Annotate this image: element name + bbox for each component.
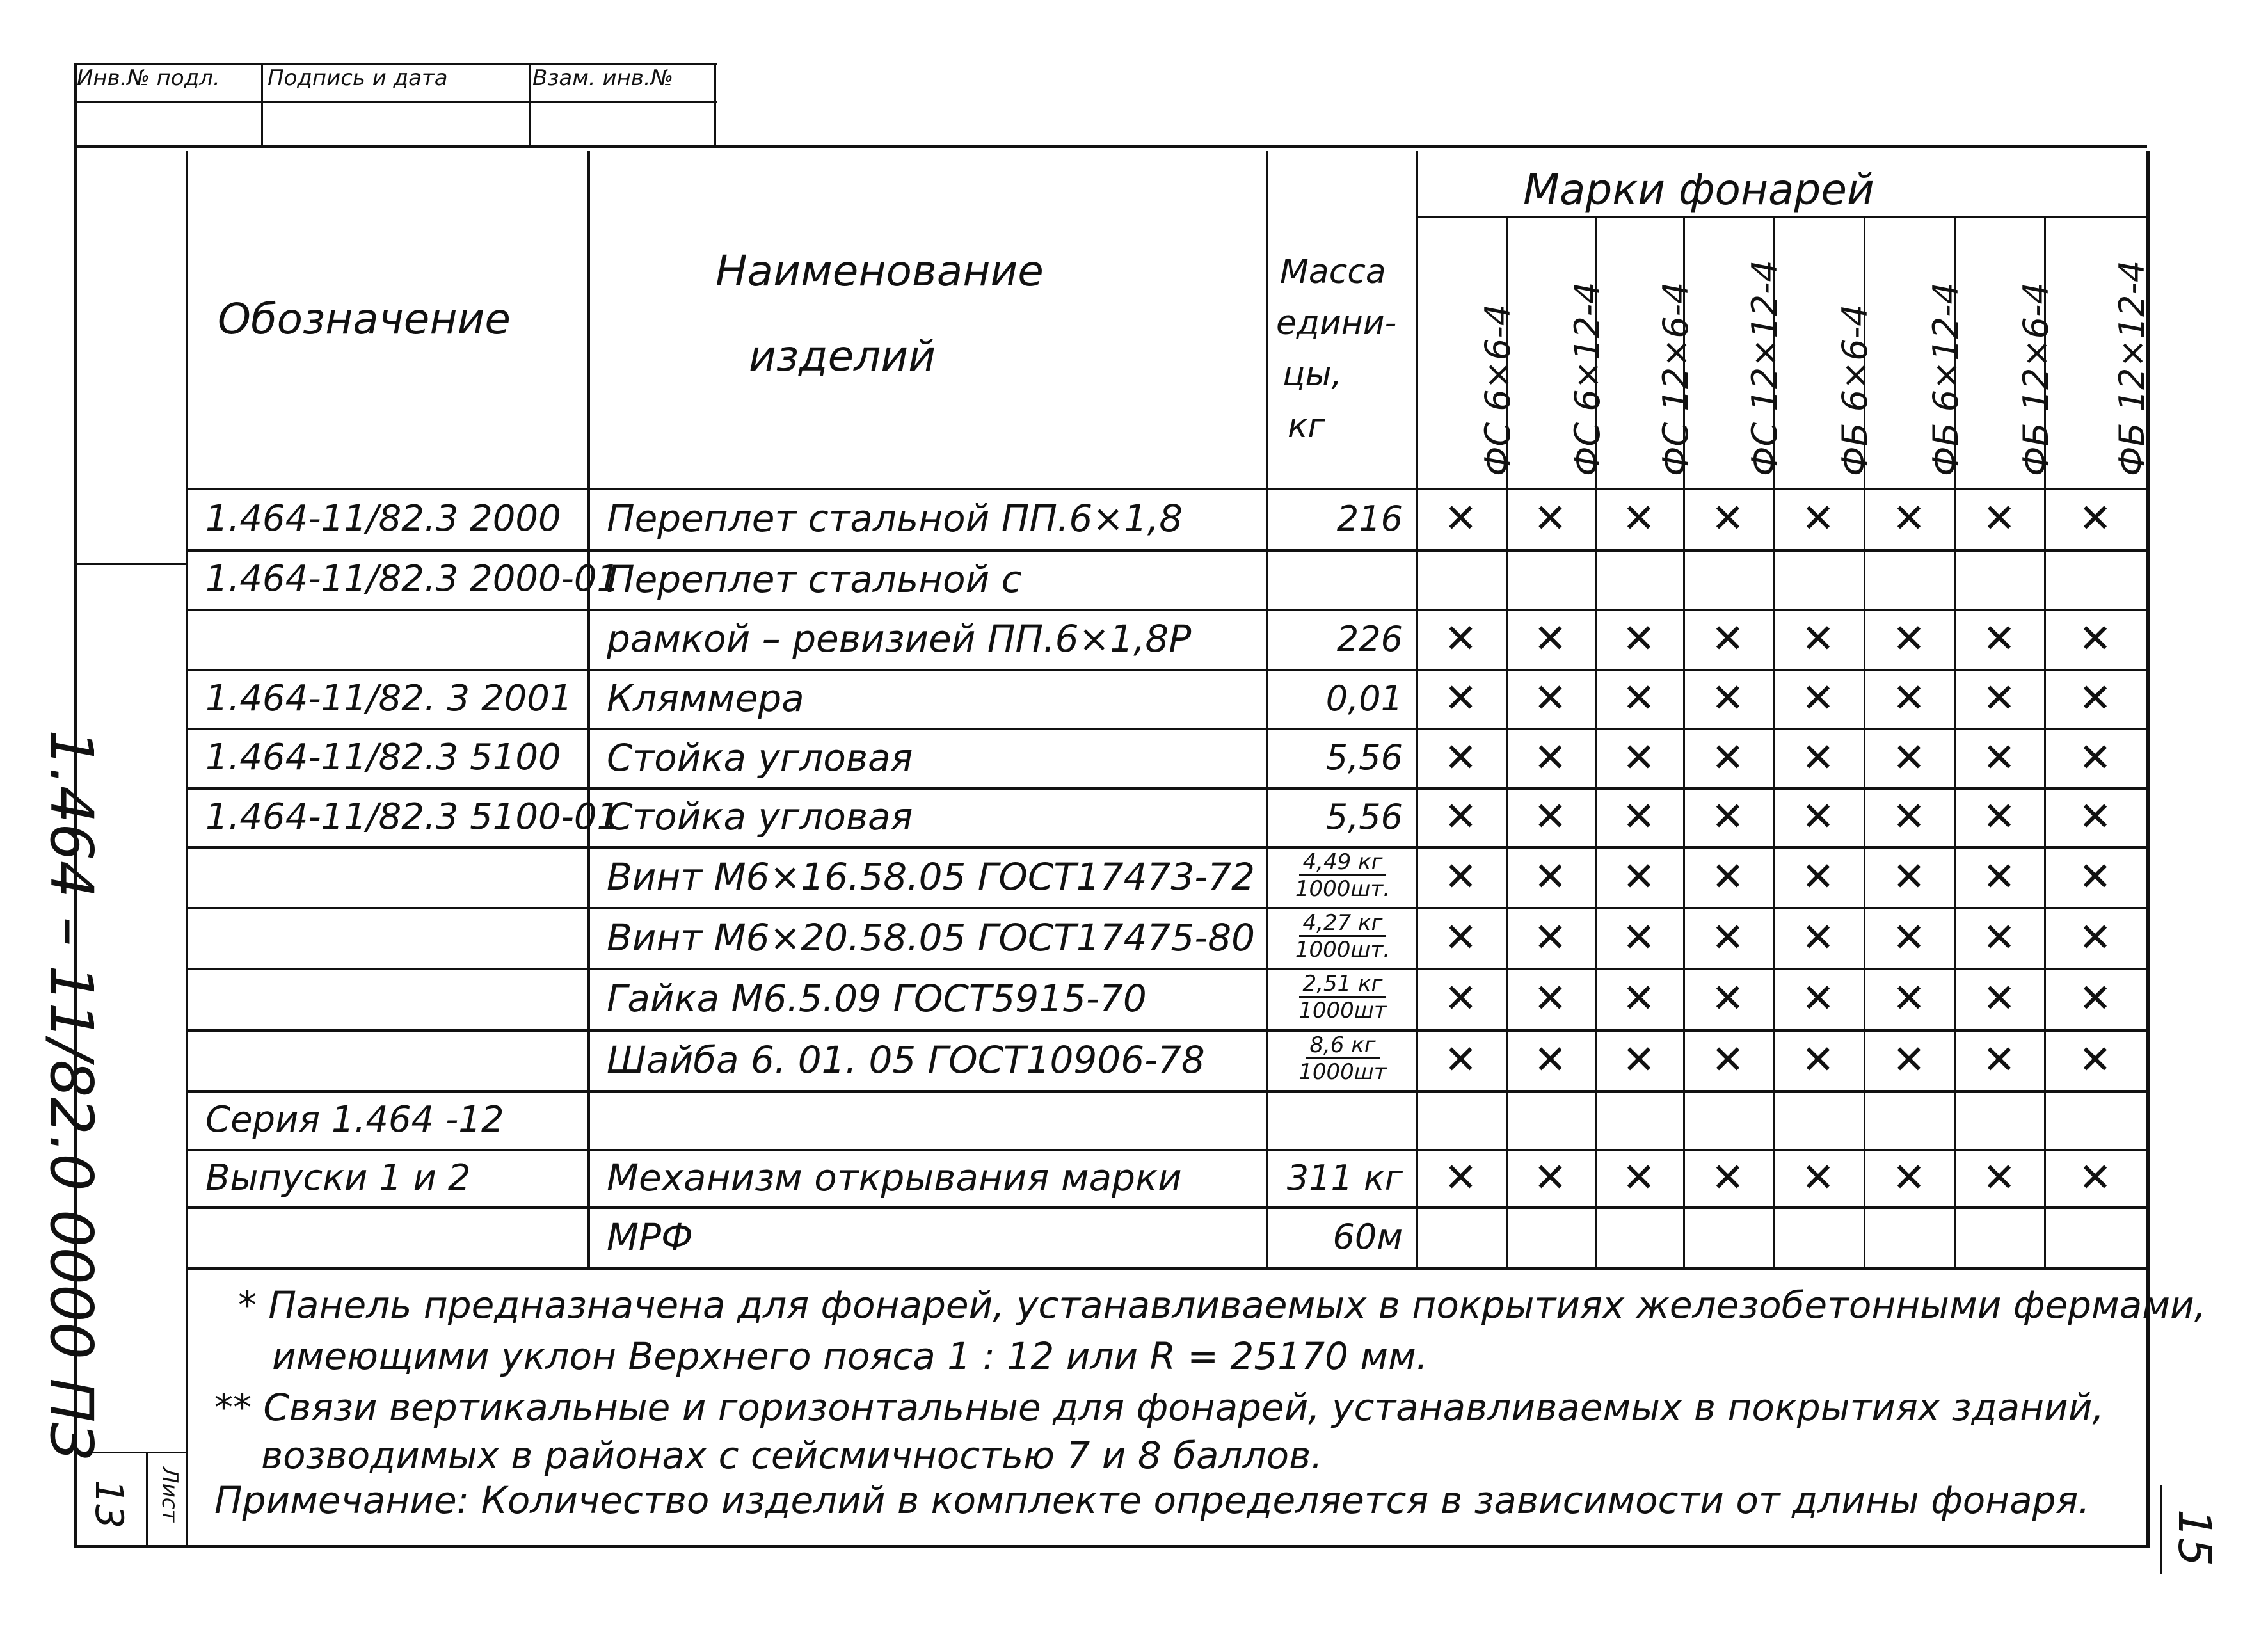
cross-mark: ✕ bbox=[1801, 975, 1835, 1021]
cross-mark: ✕ bbox=[2079, 853, 2112, 900]
mark-header: ФС 12×12-4 bbox=[1745, 260, 1785, 476]
cross-mark: ✕ bbox=[1983, 1154, 2016, 1201]
frame-top-line bbox=[74, 145, 2147, 148]
cross-mark: ✕ bbox=[1801, 793, 1835, 840]
stamp-divider-1 bbox=[261, 63, 263, 146]
header-name-line1: Наименование bbox=[715, 246, 1044, 296]
cross-mark: ✕ bbox=[1622, 615, 1656, 662]
table-row-line bbox=[188, 1206, 2146, 1209]
cross-mark: ✕ bbox=[1444, 675, 1478, 721]
row-name: Шайба 6. 01. 05 ГОСТ10906-78 bbox=[607, 1037, 1205, 1082]
row-name: Механизм открывания марки bbox=[607, 1156, 1182, 1199]
cross-mark: ✕ bbox=[1444, 1154, 1478, 1201]
cross-mark: ✕ bbox=[1983, 1036, 2016, 1083]
row-name: Переплет стальной ПП.6×1,8 bbox=[607, 497, 1183, 540]
cross-mark: ✕ bbox=[1711, 793, 1745, 840]
cross-mark: ✕ bbox=[1533, 495, 1567, 541]
cross-mark: ✕ bbox=[1801, 495, 1835, 541]
cross-mark: ✕ bbox=[1892, 1154, 1926, 1201]
header-mass-line4: кг bbox=[1288, 407, 1325, 445]
row-designation: Серия 1.464 -12 bbox=[205, 1098, 504, 1141]
cross-mark: ✕ bbox=[1533, 675, 1567, 721]
stamp-mid-line bbox=[74, 101, 717, 103]
cross-mark: ✕ bbox=[1533, 913, 1567, 961]
cross-mark: ✕ bbox=[2079, 1154, 2112, 1201]
stamp-top-line bbox=[74, 63, 717, 65]
cross-mark: ✕ bbox=[1622, 913, 1656, 961]
stamp-signature-date: Подпись и дата bbox=[268, 65, 448, 91]
note-2-line2: возводимых в районах с сейсмичностью 7 и 8 баллов. bbox=[261, 1434, 1323, 1477]
cross-mark: ✕ bbox=[1983, 495, 2016, 541]
cross-mark: ✕ bbox=[1444, 495, 1478, 541]
mark-header: ФС 12×6-4 bbox=[1656, 282, 1696, 476]
row-name: Переплет стальной с bbox=[607, 557, 1022, 601]
header-mass-line2: едини- bbox=[1276, 304, 1397, 342]
cross-mark: ✕ bbox=[1801, 615, 1835, 662]
mass-per-unit: 4,49 кг bbox=[1299, 850, 1387, 876]
cross-mark: ✕ bbox=[2079, 733, 2112, 781]
row-mass: 0,01 bbox=[1325, 678, 1403, 719]
mark-header: ФБ 12×6-4 bbox=[2016, 282, 2056, 476]
cross-mark: ✕ bbox=[1711, 1036, 1745, 1083]
page-number: 15 bbox=[2168, 1509, 2221, 1567]
mark-header: ФБ 6×6-4 bbox=[1835, 304, 1875, 476]
row-name: Стойка угловая bbox=[607, 795, 913, 838]
header-marks-group: Марки фонарей bbox=[1523, 165, 1874, 214]
row-name: Гайка М6.5.09 ГОСТ5915-70 bbox=[607, 977, 1147, 1020]
row-mass-fraction bbox=[1277, 850, 1408, 902]
cross-mark: ✕ bbox=[1892, 675, 1926, 721]
note-1-line1: * Панель предназначена для фонарей, устанавливаемых в покрытиях железобетонными фермами, bbox=[238, 1283, 2207, 1327]
cross-mark: ✕ bbox=[1622, 675, 1656, 721]
row-mass: 311 кг bbox=[1286, 1157, 1403, 1198]
mass-per-unit: 4,27 кг bbox=[1299, 911, 1387, 937]
row-name: рамкой – ревизией ПП.6×1,8Р bbox=[607, 617, 1192, 660]
cross-mark: ✕ bbox=[1711, 853, 1745, 900]
mass-unit-count: 1000шт bbox=[1298, 1059, 1387, 1085]
side-sheet-label: Лист bbox=[157, 1467, 182, 1523]
row-designation: 1.464-11/82. 3 2001 bbox=[205, 677, 573, 719]
row-mass: 226 bbox=[1336, 618, 1403, 659]
cross-mark: ✕ bbox=[1801, 853, 1835, 900]
mass-unit-count: 1000шт bbox=[1298, 998, 1387, 1023]
mass-per-unit: 8,6 кг bbox=[1306, 1033, 1379, 1059]
cross-mark: ✕ bbox=[1711, 733, 1745, 781]
cross-mark: ✕ bbox=[1533, 1036, 1567, 1083]
cross-mark: ✕ bbox=[2079, 675, 2112, 721]
cross-mark: ✕ bbox=[1444, 1036, 1478, 1083]
mass-per-unit: 2,51 кг bbox=[1299, 972, 1387, 998]
cross-mark: ✕ bbox=[1892, 853, 1926, 900]
cross-mark: ✕ bbox=[1622, 1036, 1656, 1083]
cross-mark: ✕ bbox=[1801, 675, 1835, 721]
cross-mark: ✕ bbox=[1983, 975, 2016, 1021]
cross-mark: ✕ bbox=[1892, 1036, 1926, 1083]
cross-mark: ✕ bbox=[1622, 793, 1656, 840]
row-mass-fraction bbox=[1277, 911, 1408, 963]
cross-mark: ✕ bbox=[2079, 793, 2112, 840]
page-number-tick bbox=[2160, 1485, 2162, 1574]
note-3: Примечание: Количество изделий в комплекте определяется в зависимости от длины фонаря. bbox=[214, 1478, 2090, 1522]
cross-mark: ✕ bbox=[1711, 615, 1745, 662]
cross-mark: ✕ bbox=[1444, 733, 1478, 781]
cross-mark: ✕ bbox=[1983, 615, 2016, 662]
cross-mark: ✕ bbox=[1983, 853, 2016, 900]
row-designation: 1.464-11/82.3 5100-01 bbox=[205, 796, 620, 838]
cross-mark: ✕ bbox=[1533, 853, 1567, 900]
mark-header: ФБ 6×12-4 bbox=[1926, 282, 1966, 476]
header-mass-line1: Масса bbox=[1280, 253, 1386, 291]
row-designation: Выпуски 1 и 2 bbox=[205, 1157, 471, 1199]
row-name: Кляммера bbox=[607, 676, 804, 720]
cross-mark: ✕ bbox=[1533, 793, 1567, 840]
row-designation: 1.464-11/82.3 5100 bbox=[205, 737, 561, 778]
mark-header: ФБ 12×12-4 bbox=[2112, 260, 2152, 476]
cross-mark: ✕ bbox=[2079, 495, 2112, 541]
cross-mark: ✕ bbox=[1533, 975, 1567, 1021]
row-mass: 216 bbox=[1336, 498, 1403, 539]
cross-mark: ✕ bbox=[2079, 975, 2112, 1021]
mass-unit-count: 1000шт. bbox=[1295, 937, 1391, 963]
row-designation: 1.464-11/82.3 2000 bbox=[205, 497, 561, 540]
cross-mark: ✕ bbox=[1801, 1154, 1835, 1201]
mark-header: ФС 6×12-4 bbox=[1567, 282, 1608, 476]
row-mass-fraction bbox=[1277, 1033, 1408, 1085]
cross-mark: ✕ bbox=[1711, 495, 1745, 541]
side-divider bbox=[76, 563, 188, 565]
table-column-line bbox=[587, 151, 590, 1267]
cross-mark: ✕ bbox=[1533, 733, 1567, 781]
cross-mark: ✕ bbox=[1533, 1154, 1567, 1201]
row-name: Стойка угловая bbox=[607, 735, 913, 780]
cross-mark: ✕ bbox=[1983, 733, 2016, 781]
cross-mark: ✕ bbox=[1622, 975, 1656, 1021]
header-name-line2: изделий bbox=[749, 332, 936, 381]
row-name: Винт М6×20.58.05 ГОСТ17475-80 bbox=[607, 915, 1256, 959]
note-1-line2: имеющими уклон Верхнего пояса 1 : 12 или R = 25170 мм. bbox=[272, 1334, 1428, 1378]
mark-header: ФС 6×6-4 bbox=[1477, 303, 1518, 476]
cross-mark: ✕ bbox=[1533, 615, 1567, 662]
cross-mark: ✕ bbox=[1983, 675, 2016, 721]
stamp-divider-2 bbox=[529, 63, 531, 146]
row-name: МРФ bbox=[607, 1215, 693, 1259]
cross-mark: ✕ bbox=[2079, 913, 2112, 961]
cross-mark: ✕ bbox=[1444, 853, 1478, 900]
row-mass-fraction bbox=[1277, 972, 1408, 1023]
cross-mark: ✕ bbox=[1892, 615, 1926, 662]
cross-mark: ✕ bbox=[1983, 913, 2016, 961]
side-column-line bbox=[186, 151, 188, 1546]
cross-mark: ✕ bbox=[1892, 495, 1926, 541]
stamp-inv-no: Инв.№ подл. bbox=[77, 65, 220, 91]
cross-mark: ✕ bbox=[1801, 913, 1835, 961]
cross-mark: ✕ bbox=[1801, 1036, 1835, 1083]
cross-mark: ✕ bbox=[1892, 913, 1926, 961]
cross-mark: ✕ bbox=[1892, 975, 1926, 1021]
side-sheet-number: 13 bbox=[86, 1480, 131, 1529]
cross-mark: ✕ bbox=[1622, 853, 1656, 900]
row-designation: 1.464-11/82.3 2000-01 bbox=[205, 558, 620, 600]
cross-mark: ✕ bbox=[1801, 733, 1835, 781]
cross-mark: ✕ bbox=[1711, 975, 1745, 1021]
header-mass-line3: цы, bbox=[1282, 355, 1342, 394]
cross-mark: ✕ bbox=[1983, 793, 2016, 840]
note-2-line1: ** Связи вертикальные и горизонтальные для фонарей, устанавливаемых в покрытиях зданий, bbox=[214, 1386, 2104, 1429]
cross-mark: ✕ bbox=[1444, 793, 1478, 840]
table-row-line bbox=[188, 1267, 2146, 1270]
row-mass: 60м bbox=[1332, 1217, 1403, 1257]
marks-subheader-line bbox=[1416, 216, 2146, 218]
cross-mark: ✕ bbox=[1444, 975, 1478, 1021]
row-name: Винт М6×16.58.05 ГОСТ17473-72 bbox=[607, 854, 1256, 899]
cross-mark: ✕ bbox=[1622, 733, 1656, 781]
cross-mark: ✕ bbox=[1622, 1154, 1656, 1201]
cross-mark: ✕ bbox=[1444, 615, 1478, 662]
side-sheet-divider bbox=[146, 1452, 148, 1546]
header-designation: Обозначение bbox=[218, 294, 511, 344]
side-doc-code: 1.464 – 11/82.0 0000 ПЗ bbox=[37, 730, 106, 1461]
row-mass: 5,56 bbox=[1325, 737, 1403, 778]
frame-bottom-line bbox=[74, 1545, 2150, 1548]
mass-unit-count: 1000шт. bbox=[1295, 876, 1391, 902]
cross-mark: ✕ bbox=[1711, 1154, 1745, 1201]
row-mass: 5,56 bbox=[1325, 796, 1403, 837]
stamp-replaced-inv: Взам. инв.№ bbox=[532, 65, 674, 91]
cross-mark: ✕ bbox=[1622, 495, 1656, 541]
cross-mark: ✕ bbox=[1444, 913, 1478, 961]
cross-mark: ✕ bbox=[1711, 675, 1745, 721]
cross-mark: ✕ bbox=[2079, 615, 2112, 662]
stamp-divider-3 bbox=[714, 63, 716, 146]
cross-mark: ✕ bbox=[1711, 913, 1745, 961]
cross-mark: ✕ bbox=[1892, 733, 1926, 781]
cross-mark: ✕ bbox=[2079, 1036, 2112, 1083]
cross-mark: ✕ bbox=[1892, 793, 1926, 840]
